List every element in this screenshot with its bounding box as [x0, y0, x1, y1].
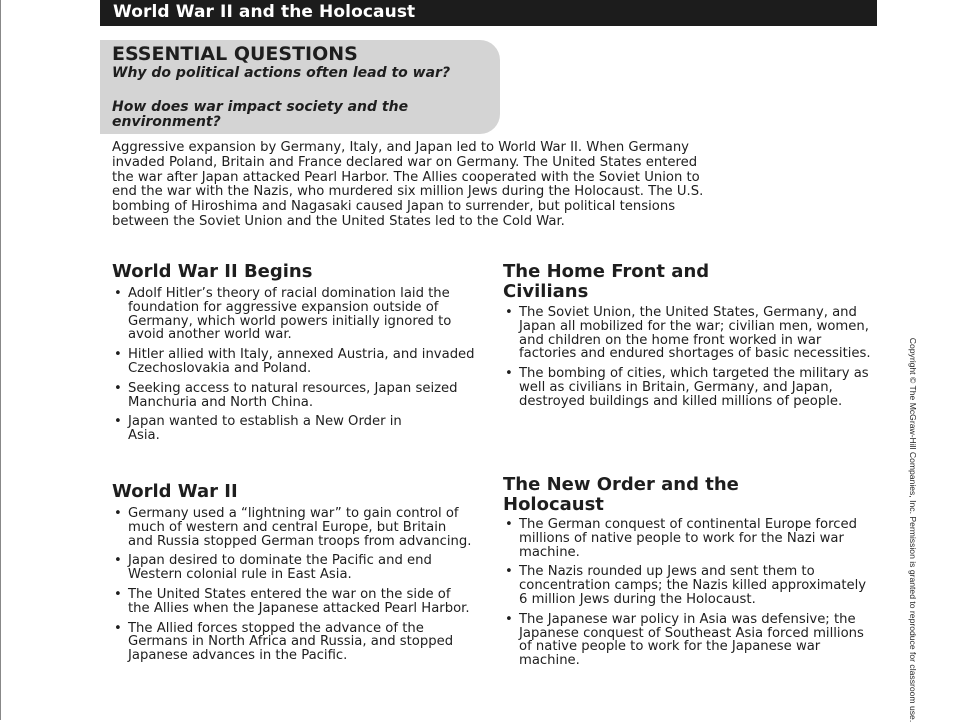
list-item: • Hitler allied with Italy, annexed Austria, and invaded Czechoslovakia and Poland. [112, 348, 482, 376]
list-item: • The Allied forces stopped the advance of the Germans in North Africa and Russia, and stopped Japanese advances in the Pacific. [112, 622, 474, 663]
ww2-list [112, 507, 474, 669]
section-title-new-order [503, 475, 739, 515]
list-item: • The United States entered the war on the side of the Allies when the Japanese attacked Pearl Harbor. [112, 588, 474, 616]
section-title-line: Civilians [503, 281, 589, 302]
list-item: • The Nazis rounded up Jews and sent them to concentration camps; the Nazis killed approximately 6 million Jews during the Holocaust. [503, 565, 873, 606]
section-title-ww2: World War II [112, 481, 238, 502]
list-item: • Japan wanted to establish a New Order in Asia. [112, 415, 418, 443]
ww2-begins-list [112, 287, 482, 449]
list-item: • Adolf Hitler’s theory of racial domination laid the foundation for aggressive expansion outside of Germany, which world powers initially ignored to avoid another world war. [112, 287, 482, 342]
list-item: • The German conquest of continental Europe forced millions of native people to work for the Nazi war machine. [503, 518, 873, 559]
section-title-line: Holocaust [503, 494, 604, 515]
intro-paragraph: Aggressive expansion by Germany, Italy, and Japan led to World War II. When Germany invaded Poland, Britain and France declared war on Germany. The United States entered the war after Japan attacked Pearl Harbor. The Allies cooperated with the Soviet Union to end the war with the Nazis, who murdered six million Jews during the Holocaust. The U.S. bombing of Hiroshima and Nagasaki caused Japan to surrender, but political tensions between the Soviet Union and the United States led to the Cold War. [112, 140, 704, 229]
new-order-list [503, 518, 873, 674]
section-title-line: The New Order and the [503, 474, 739, 495]
chapter-title: World War II and the Holocaust [113, 2, 416, 22]
list-item: • Japan desired to dominate the Pacific and end Western colonial rule in East Asia. [112, 554, 474, 582]
section-title-ww2-begins: World War II Begins [112, 261, 313, 282]
list-item: • The Soviet Union, the United States, Germany, and Japan all mobilized for the war; civilian men, women, and children on the home front worked in war factories and endured shortages of basic necessities. [503, 306, 873, 361]
list-item: • The Japanese war policy in Asia was defensive; the Japanese conquest of Southeast Asia forced millions of native people to work for the Japanese war machine. [503, 613, 873, 668]
list-item: • The bombing of cities, which targeted the military as well as civilians in Britain, Germany, and Japan, destroyed buildings and killed millions of people. [503, 367, 873, 408]
page-edge [0, 0, 1, 720]
essential-question-1: Why do political actions often lead to war? [112, 65, 451, 81]
list-item: • Seeking access to natural resources, Japan seized Manchuria and North China. [112, 382, 482, 410]
section-title-line: The Home Front and [503, 261, 710, 282]
essential-question-2: How does war impact society and the environment? [112, 99, 409, 130]
essential-questions-heading: ESSENTIAL QUESTIONS [112, 43, 358, 65]
home-front-list [503, 306, 873, 415]
list-item: • Germany used a “lightning war” to gain control of much of western and central Europe, but Britain and Russia stopped German troops from advancing. [112, 507, 474, 548]
copyright-notice: Copyright © The McGraw-Hill Companies, Inc. Permission is granted to reproduce for classroom use. [908, 337, 918, 722]
chapter-header-bar [100, 0, 877, 26]
section-title-home-front [503, 262, 709, 302]
